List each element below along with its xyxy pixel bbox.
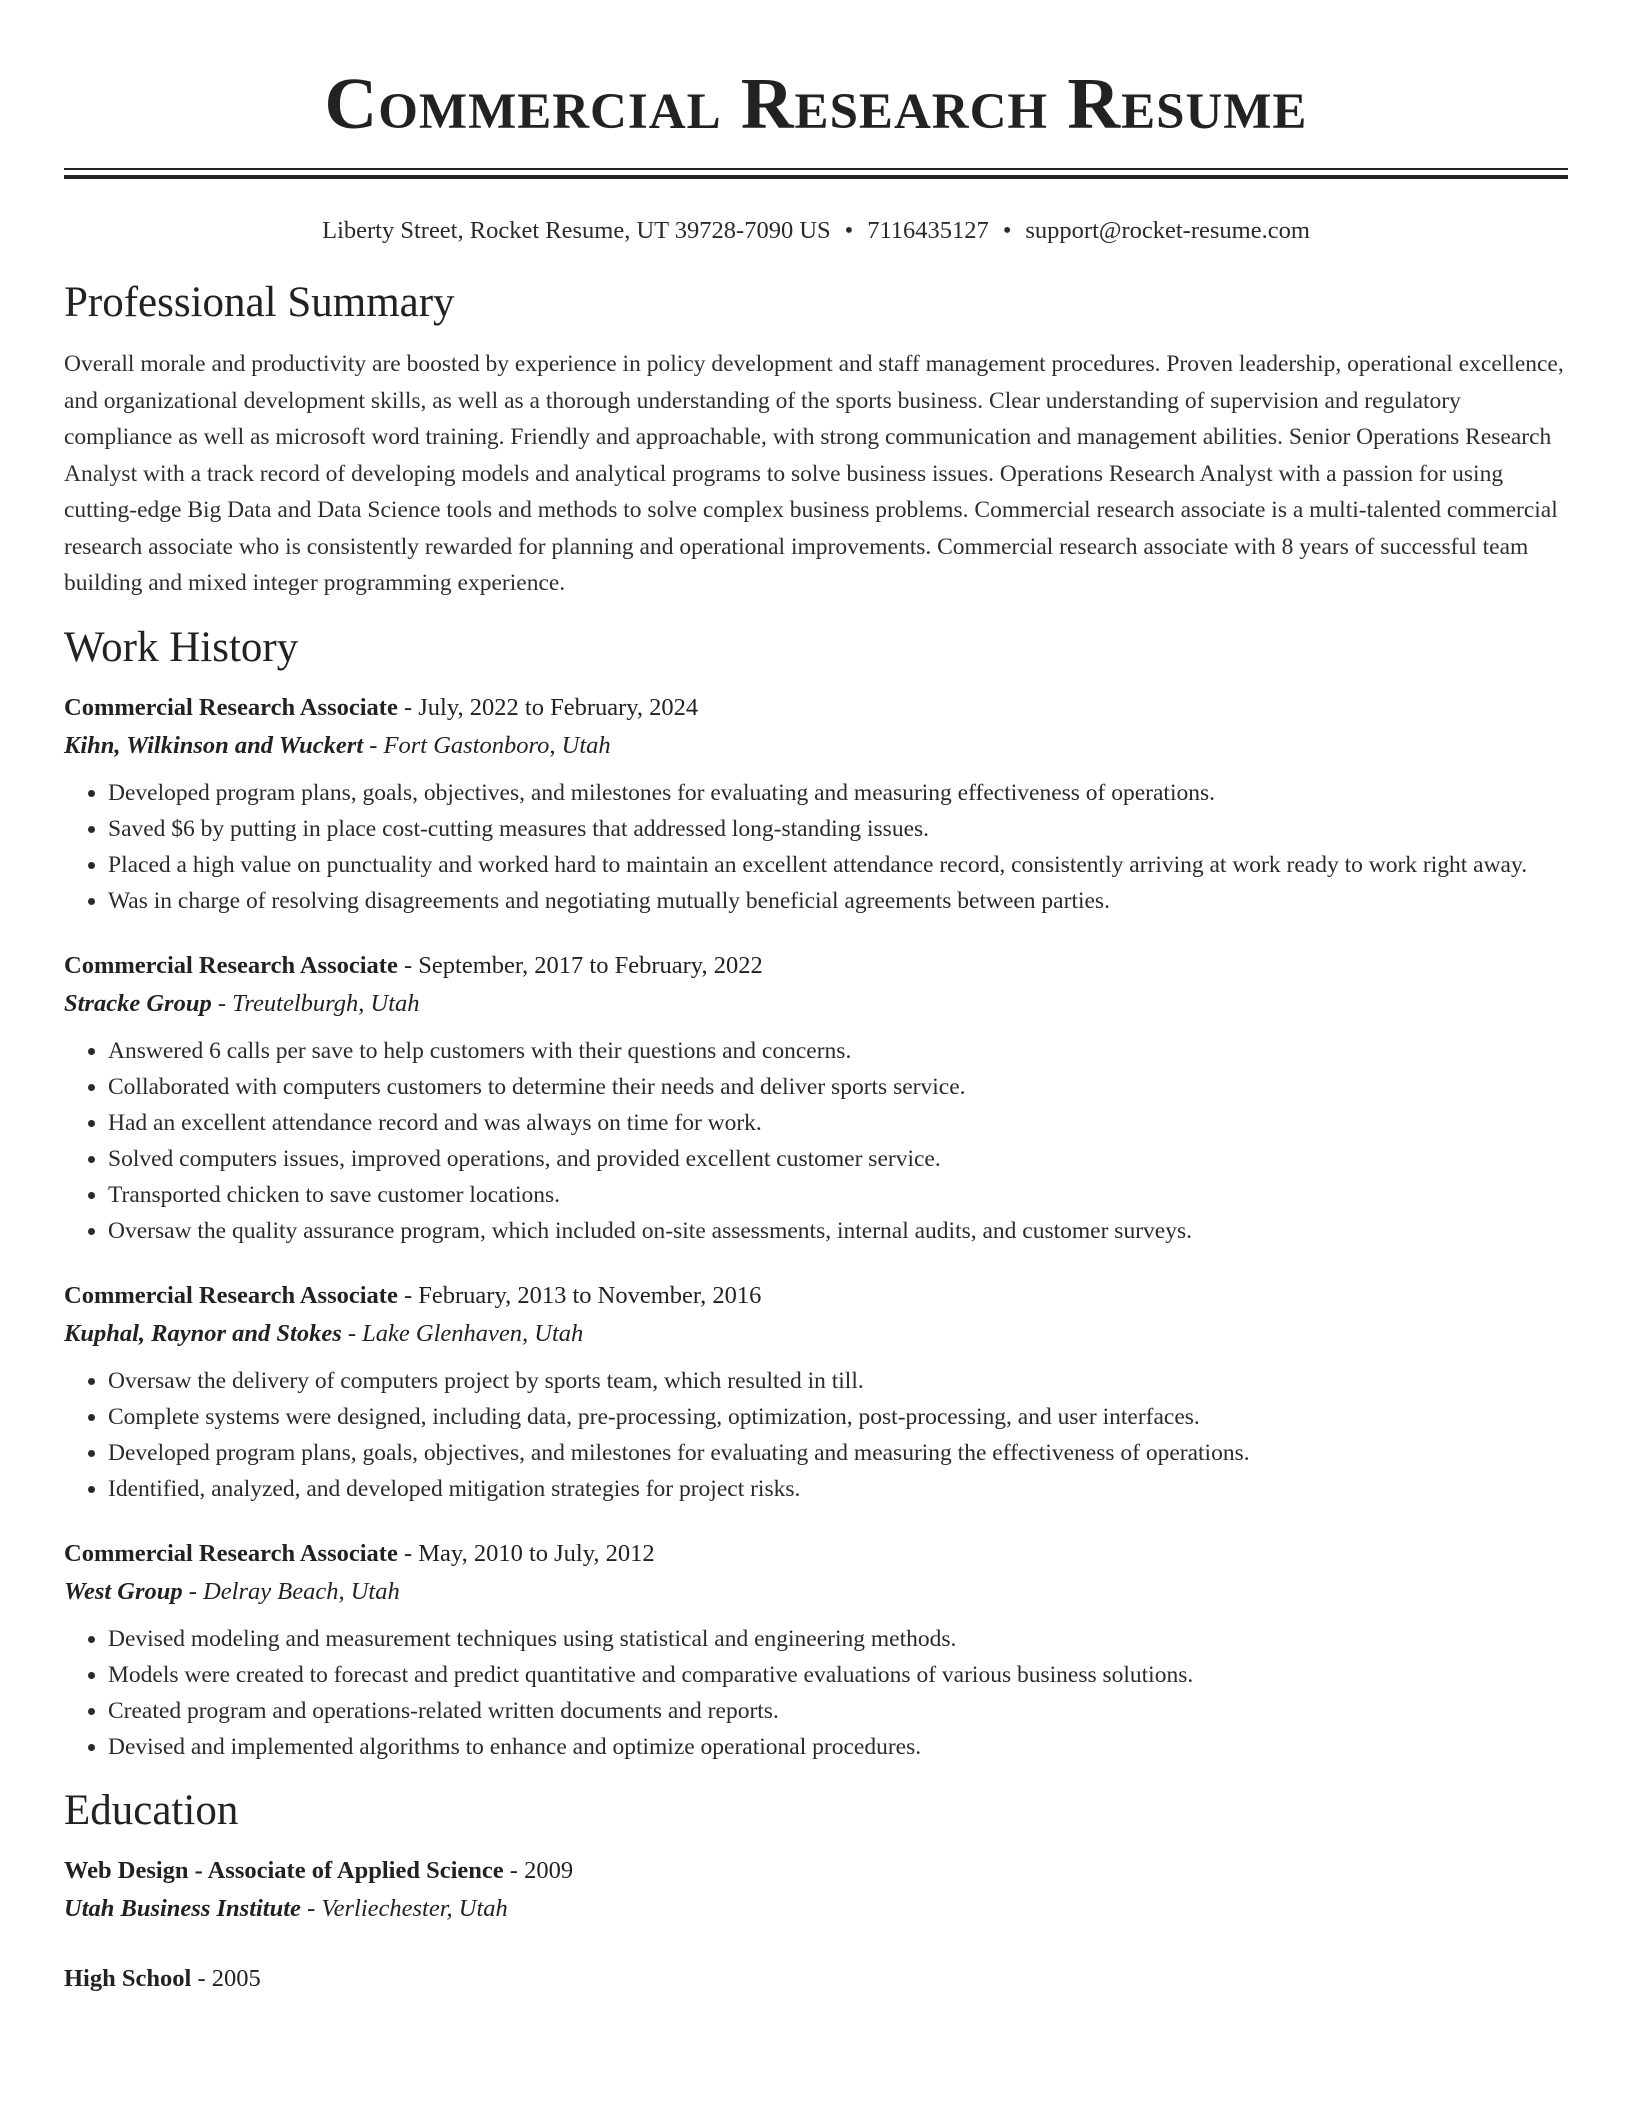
education-heading: Education bbox=[64, 1786, 239, 1834]
education-entry bbox=[64, 1960, 1568, 1998]
education-degree-line: Web Design - Associate of Applied Science - 2009 bbox=[64, 1856, 574, 1884]
education-entry bbox=[64, 1852, 1568, 1928]
list-item: • Was in charge of resolving disagreements and negotiating mutually beneficial agreements between parties. bbox=[108, 883, 1568, 919]
title-divider-thick bbox=[64, 175, 1568, 179]
job-title: Commercial Research Associate bbox=[64, 1281, 398, 1309]
list-item: • Devised and implemented algorithms to enhance and optimize operational procedures. bbox=[108, 1729, 1568, 1765]
job-dates: May, 2010 to July, 2012 bbox=[418, 1539, 655, 1567]
list-item: • Answered 6 calls per save to help customers with their questions and concerns. bbox=[108, 1033, 1568, 1069]
job-company: Stracke Group bbox=[64, 989, 212, 1017]
job-title-line: Commercial Research Associate - July, 2022 to February, 2024 bbox=[64, 693, 699, 721]
job-company-line: Stracke Group - Treutelburgh, Utah bbox=[64, 989, 420, 1017]
job-title-line: Commercial Research Associate - September, 2017 to February, 2022 bbox=[64, 951, 763, 979]
resume-page bbox=[64, 0, 1568, 1998]
job-location: Delray Beach, Utah bbox=[203, 1577, 400, 1605]
job-dates: July, 2022 to February, 2024 bbox=[418, 693, 699, 721]
education-school: Utah Business Institute bbox=[64, 1894, 301, 1922]
list-item: • Had an excellent attendance record and was always on time for work. bbox=[108, 1105, 1568, 1141]
job-location: Fort Gastonboro, Utah bbox=[383, 731, 611, 759]
list-item: • Developed program plans, goals, objectives, and milestones for evaluating and measuring effectiveness of operations. bbox=[108, 775, 1568, 811]
job-entry bbox=[64, 689, 1568, 919]
job-company: West Group bbox=[64, 1577, 183, 1605]
job-company-line: West Group - Delray Beach, Utah bbox=[64, 1577, 400, 1605]
list-item: • Complete systems were designed, including data, pre-processing, optimization, post-processing, and user interfaces. bbox=[108, 1399, 1568, 1435]
job-entry bbox=[64, 1277, 1568, 1507]
job-title-line: Commercial Research Associate - May, 2010 to July, 2012 bbox=[64, 1539, 655, 1567]
list-item: • Models were created to forecast and predict quantitative and comparative evaluations of various business solutions. bbox=[108, 1657, 1568, 1693]
education-degree: High School bbox=[64, 1964, 192, 1992]
list-item: • Solved computers issues, improved operations, and provided excellent customer service. bbox=[108, 1141, 1568, 1177]
resume-title: Commercial Research Resume bbox=[324, 63, 1308, 144]
job-location: Treutelburgh, Utah bbox=[232, 989, 420, 1017]
contact-separator: • bbox=[1002, 217, 1012, 244]
job-company: Kihn, Wilkinson and Wuckert bbox=[64, 731, 364, 759]
education-location: Verliechester, Utah bbox=[321, 1894, 508, 1922]
summary-text: Overall morale and productivity are boosted by experience in policy development and staff management procedures. Proven leadership, operational excellence, and organizational development skills, as well as a thorough understanding of the sports business. Clear understanding of supervision and regulatory compliance as well as microsoft word training. Friendly and approachable, with strong communication and management abilities. Senior Operations Research Analyst with a track record of developing models and analytical programs to solve business issues. Operations Research Analyst with a passion for using cutting-edge Big Data and Data Science tools and methods to solve complex business problems. Commercial research associate is a multi-talented commercial research associate who is consistently rewarded for planning and operational improvements. Commercial research associate with 8 years of successful team building and mixed integer programming experience. bbox=[64, 351, 1564, 596]
list-item: • Transported chicken to save customer locations. bbox=[108, 1177, 1568, 1213]
job-entry bbox=[64, 1535, 1568, 1765]
contact-address: Liberty Street, Rocket Resume, UT 39728-7090 US bbox=[322, 217, 831, 244]
job-dates: February, 2013 to November, 2016 bbox=[418, 1281, 762, 1309]
list-item: • Oversaw the delivery of computers project by sports team, which resulted in till. bbox=[108, 1363, 1568, 1399]
job-entry bbox=[64, 947, 1568, 1249]
job-dates: September, 2017 to February, 2022 bbox=[418, 951, 763, 979]
job-company-line: Kuphal, Raynor and Stokes - Lake Glenhaven, Utah bbox=[64, 1319, 584, 1347]
job-bullets bbox=[64, 1363, 1568, 1507]
education-degree-line: High School - 2005 bbox=[64, 1964, 261, 1992]
job-bullets bbox=[64, 1621, 1568, 1765]
contact-phone: 7116435127 bbox=[867, 217, 989, 244]
job-bullets bbox=[64, 1033, 1568, 1249]
list-item: • Collaborated with computers customers to determine their needs and deliver sports service. bbox=[108, 1069, 1568, 1105]
list-item: • Oversaw the quality assurance program, which included on-site assessments, internal audits, and customer surveys. bbox=[108, 1213, 1568, 1249]
contact-email: support@rocket-resume.com bbox=[1025, 217, 1310, 244]
list-item: • Devised modeling and measurement techniques using statistical and engineering methods. bbox=[108, 1621, 1568, 1657]
job-bullets bbox=[64, 775, 1568, 919]
contact-separator: • bbox=[844, 217, 854, 244]
education-school-line: Utah Business Institute - Verliechester, Utah bbox=[64, 1894, 508, 1922]
list-item: • Placed a high value on punctuality and worked hard to maintain an excellent attendance record, consistently arriving at work ready to work right away. bbox=[108, 847, 1568, 883]
list-item: • Saved $6 by putting in place cost-cutting measures that addressed long-standing issues. bbox=[108, 811, 1568, 847]
job-title: Commercial Research Associate bbox=[64, 693, 398, 721]
education-year: 2009 bbox=[524, 1856, 574, 1884]
job-title: Commercial Research Associate bbox=[64, 1539, 398, 1567]
education-degree: Web Design - Associate of Applied Science bbox=[64, 1856, 504, 1884]
education-year: 2005 bbox=[211, 1964, 261, 1992]
job-location: Lake Glenhaven, Utah bbox=[362, 1319, 584, 1347]
job-company: Kuphal, Raynor and Stokes bbox=[64, 1319, 342, 1347]
list-item: • Created program and operations-related written documents and reports. bbox=[108, 1693, 1568, 1729]
work-history-heading: Work History bbox=[64, 623, 299, 671]
list-item: • Developed program plans, goals, objectives, and milestones for evaluating and measuring the effectiveness of operations. bbox=[108, 1435, 1568, 1471]
list-item: • Identified, analyzed, and developed mitigation strategies for project risks. bbox=[108, 1471, 1568, 1507]
contact-line bbox=[64, 215, 1568, 247]
job-company-line: Kihn, Wilkinson and Wuckert - Fort Gastonboro, Utah bbox=[64, 731, 611, 759]
summary-heading: Professional Summary bbox=[64, 279, 455, 326]
job-title-line: Commercial Research Associate - February, 2013 to November, 2016 bbox=[64, 1281, 762, 1309]
job-title: Commercial Research Associate bbox=[64, 951, 398, 979]
